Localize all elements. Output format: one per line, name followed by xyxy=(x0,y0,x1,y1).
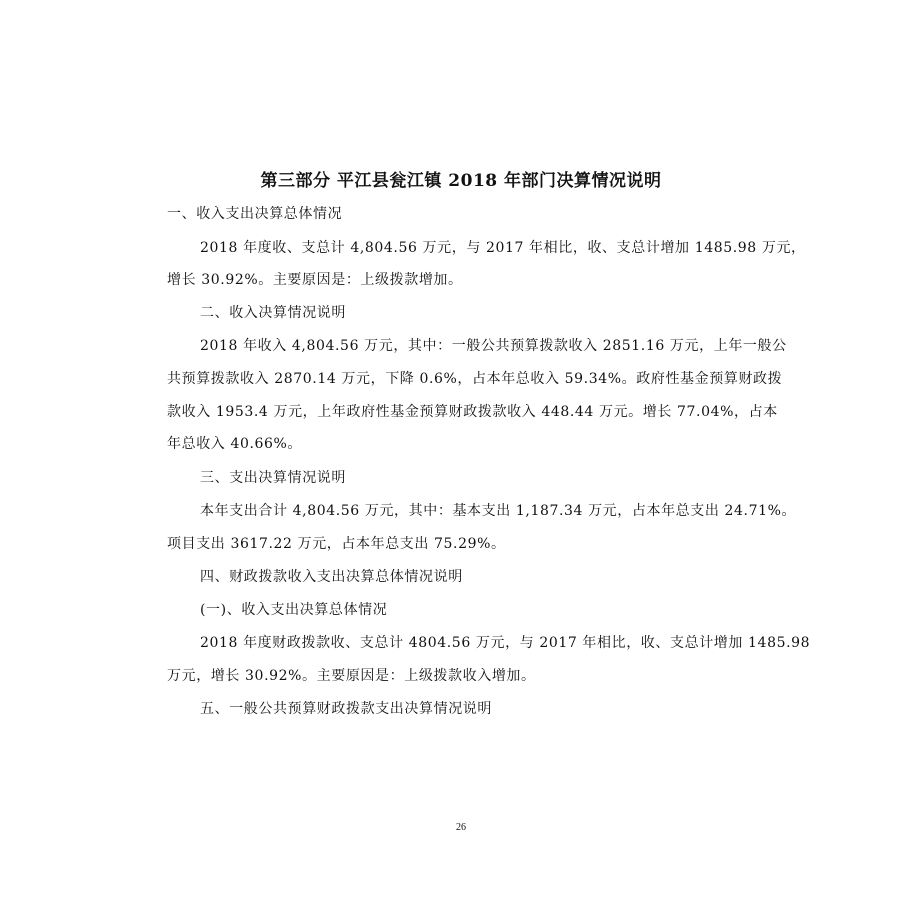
paragraph-line: 2018 年度财政拨款收、支总计 4804.56 万元，与 2017 年相比，收、支总计增加 1485.98 xyxy=(200,635,811,651)
paragraph-line: 增长 30.92%。主要原因是：上级拨款增加。 xyxy=(167,272,463,288)
paragraph-line: 2018 年度收、支总计 4,804.56 万元，与 2017 年相比，收、支总计增加 1485.98 万元， xyxy=(200,240,806,256)
page-number: 26 xyxy=(456,822,466,833)
paragraph-line: 年总收入 40.66%。 xyxy=(167,436,303,452)
paragraph-line: 本年支出合计 4,804.56 万元，其中：基本支出 1,187.34 万元，占本年总支出 24.71%。 xyxy=(200,503,797,519)
paragraph-line: 2018 年收入 4,804.56 万元，其中：一般公共预算拨款收入 2851.16 万元，上年一般公 xyxy=(200,338,787,354)
paragraph-line: 款收入 1953.4 万元，上年政府性基金预算财政拨款收入 448.44 万元。增长 77.04%，占本 xyxy=(167,404,778,420)
section-heading-4: 四、财政拨款收入支出决算总体情况说明 xyxy=(200,569,463,585)
subsection-heading: (一)、收入支出决算总体情况 xyxy=(200,602,388,618)
paragraph-line: 项目支出 3617.22 万元，占本年总支出 75.29%。 xyxy=(167,536,506,552)
section-heading-3: 三、支出决算情况说明 xyxy=(200,470,346,486)
paragraph-line: 共预算拨款收入 2870.14 万元，下降 0.6%，占本年总收入 59.34%。政府性基金预算财政拨 xyxy=(167,371,783,387)
section-heading-2: 二、收入决算情况说明 xyxy=(200,305,346,321)
section-heading-1: 一、收入支出决算总体情况 xyxy=(167,206,343,222)
paragraph-line: 万元，增长 30.92%。主要原因是：上级拨款收入增加。 xyxy=(167,668,536,684)
section-heading-5: 五、一般公共预算财政拨款支出决算情况说明 xyxy=(200,701,492,717)
document-title: 第三部分 平江县瓮江镇 2018 年部门决算情况说明 xyxy=(260,171,662,191)
